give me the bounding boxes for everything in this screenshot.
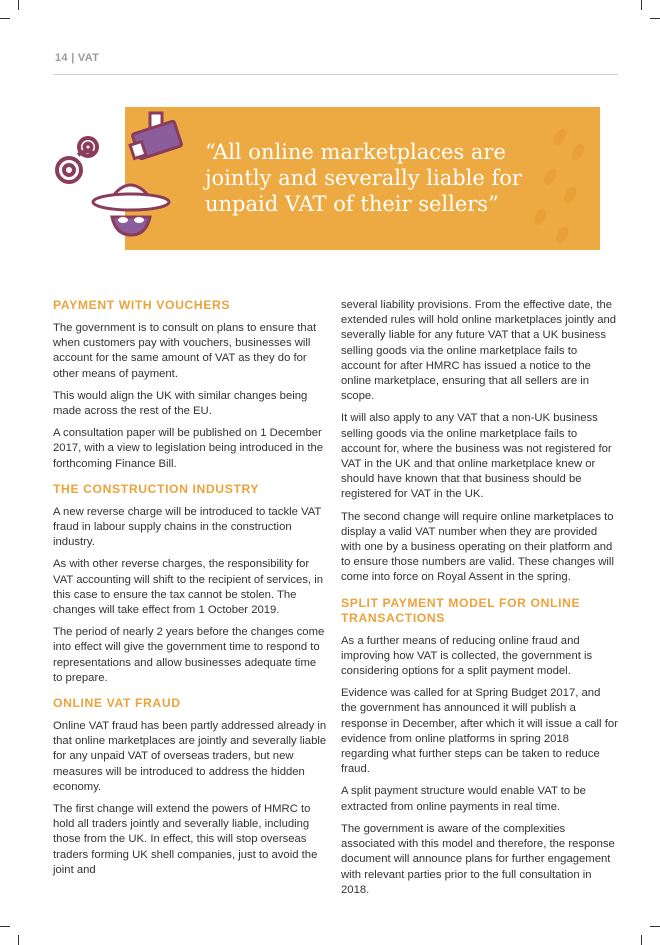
left-column (53, 298, 328, 885)
pull-quote-line: unpaid VAT of their sellers” (205, 192, 499, 216)
body-paragraph: Online VAT fraud has been partly addressed already in that online marketplaces are jointly and severally liable for any unpaid VAT of overseas traders, but new measures will be introduced to address the hidden economy. (53, 720, 327, 793)
crop-mark (0, 18, 10, 19)
body-paragraph: A consultation paper will be published on 1 December 2017, with a view to legislation being introduced in the forthcoming Finance Bill. (53, 427, 324, 470)
crop-mark (18, 0, 19, 10)
section-heading: ONLINE VAT FRAUD (53, 696, 181, 711)
body-paragraph: The second change will require online marketplaces to display a valid VAT number when they are provided with one by a business operating on their platform and to ensure those numbers are valid. These changes will come into force on Royal Assent in the spring. (341, 510, 614, 584)
body-paragraph: It will also apply to any VAT that a non-UK business selling goods via the online marketplace fails to account for, where the business was not registered for VAT in the UK and that online marketplace knew or should have known that that business should be registered for VAT in the UK. (341, 412, 612, 501)
section-heading: THE CONSTRUCTION INDUSTRY (53, 481, 260, 496)
body-paragraph: several liability provisions. From the effective date, the extended rules will hold online marketplaces jointly and severally liable for any future VAT that a UK business selling goods via the online marketplace fails to account for after HMRC has issued a notice to the online marketplace, ensuring that all sellers are in scope. (341, 299, 617, 403)
section-heading: PAYMENT WITH VOUCHERS (53, 298, 231, 312)
crop-mark (650, 926, 660, 927)
crop-mark (18, 935, 19, 945)
cctv-camera-icon (130, 113, 182, 159)
body-paragraph: A new reverse charge will be introduced to tackle VAT fraud in labour supply chains in the construction industry. (53, 505, 322, 549)
quote-banner (125, 107, 600, 250)
body-paragraph: As a further means of reducing online fraud and improving how VAT is collected, the government is considering options for a split payment model. (341, 634, 593, 678)
header-rule (53, 74, 618, 75)
body-paragraph: The government is aware of the complexities associated with this model and therefore, the response document will announce plans for further engagement with relevant parties prior to the full consultation in 2018. (341, 822, 615, 896)
crop-mark (650, 18, 660, 19)
right-column (341, 298, 618, 905)
body-paragraph: Evidence was called for at Spring Budget 2017, and the government has announced it will publish a response in December, after which it will issue a call for evidence from online platforms in spring 2018 regarding what further steps can be taken to reduce fraud. (341, 687, 618, 776)
body-paragraph: The period of nearly 2 years before the changes come into effect will give the government time to respond to representations and allow businesses adequate time to prepare. (53, 626, 325, 684)
page-header: 14 | VAT (55, 52, 100, 64)
pull-quote (205, 139, 585, 217)
body-paragraph: As with other reverse charges, the responsibility for VAT accounting will shift to the recipient of services, in this case to ensure the tax cannot be stolen. The changes will take effect from 1 October 2019. (53, 558, 323, 617)
section-heading: SPLIT PAYMENT MODEL FOR ONLINE TRANSACTIONS (341, 595, 581, 625)
body-paragraph: This would align the UK with similar changes being made across the rest of the EU. (53, 389, 308, 418)
body-paragraph: The government is to consult on plans to ensure that when customers pay with vouchers, businesses will account for the same amount of VAT as they do for other means of payment. (53, 322, 317, 380)
crop-mark (0, 926, 10, 927)
masked-thief-icon (93, 185, 169, 235)
pull-quote-line: “All online marketplaces are (205, 140, 506, 164)
body-paragraph: A split payment structure would enable VAT to be extracted from online payments in real time. (341, 785, 586, 813)
crop-mark (641, 0, 642, 10)
body-paragraph: The first change will extend the powers of HMRC to hold all traders jointly and severally liable, including those from the UK. In effect, this will stop overseas traders forming UK shell companies, just to avoid the joint and (53, 803, 318, 876)
handcuffs-icon (57, 138, 97, 182)
pull-quote-line: jointly and severally liable for (205, 166, 522, 190)
crop-mark (641, 935, 642, 945)
fraud-icons (50, 105, 190, 245)
